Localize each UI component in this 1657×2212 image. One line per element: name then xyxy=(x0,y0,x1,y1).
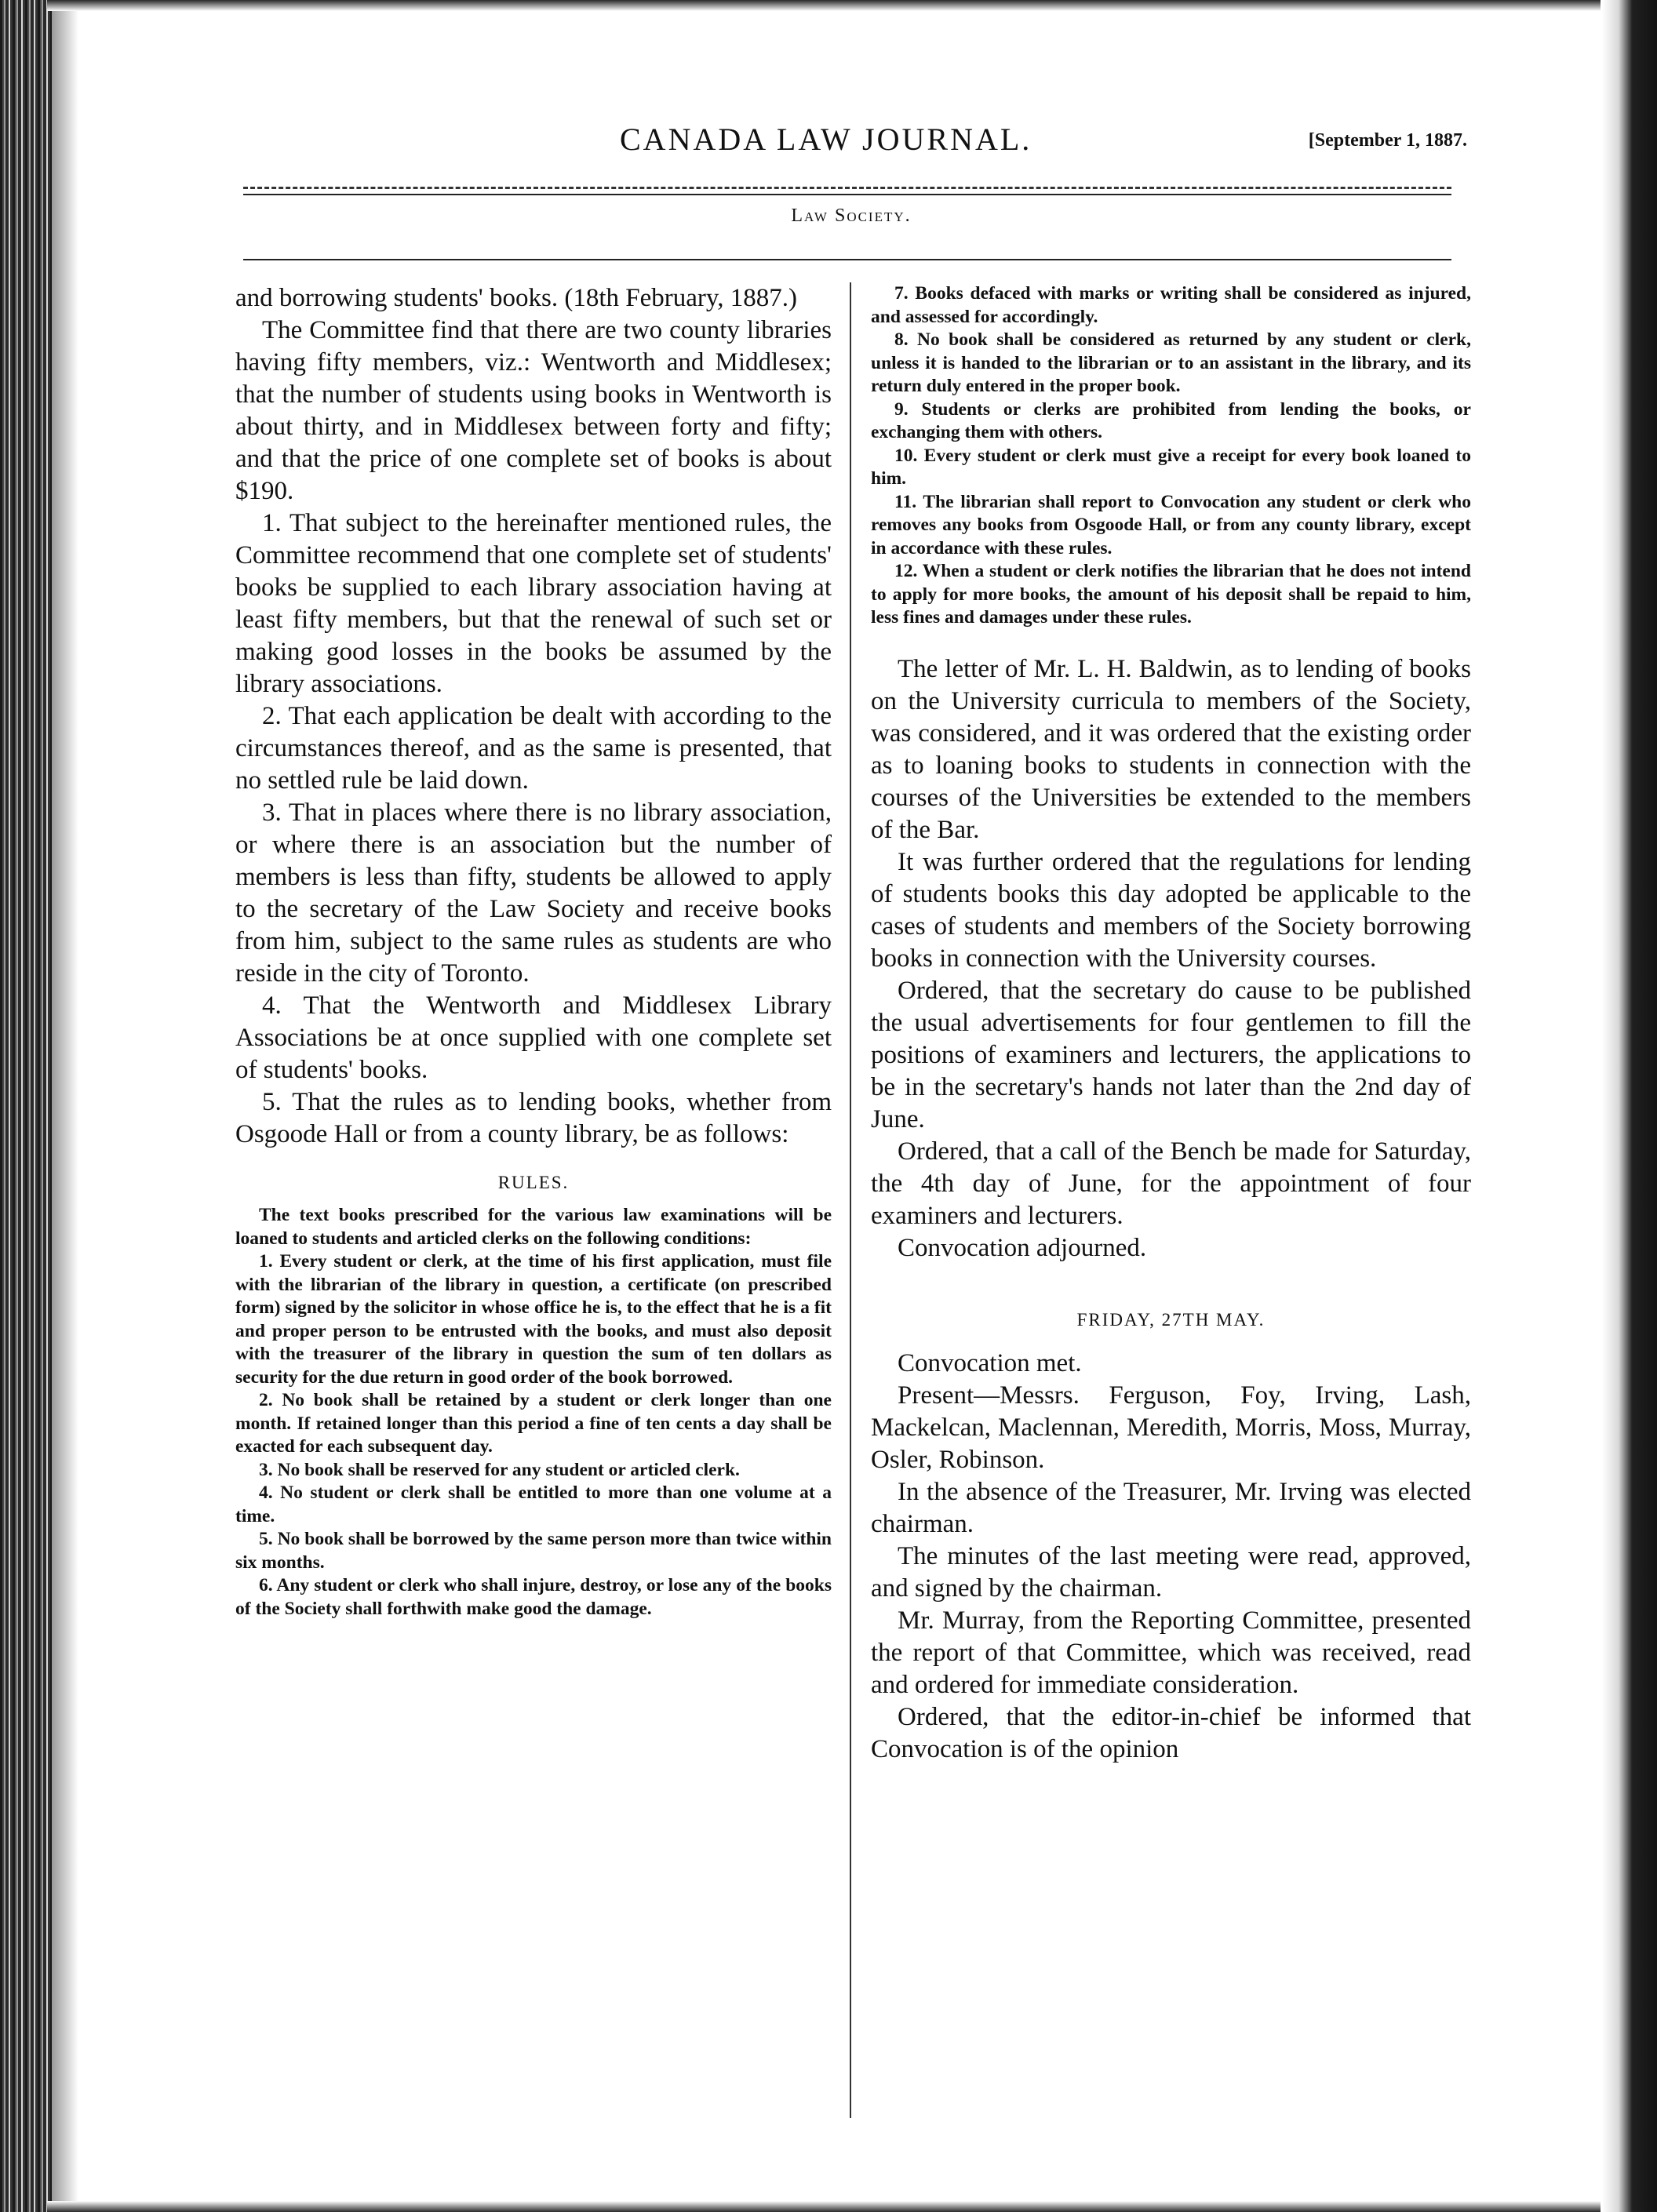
body-paragraph: In the absence of the Treasurer, Mr. Irving was elected chairman. xyxy=(871,1477,1471,1538)
body-paragraph: The minutes of the last meeting were read, approved, and signed by the chairman. xyxy=(871,1541,1471,1603)
running-header xyxy=(235,118,1467,173)
body-paragraph: and borrowing students' books. (18th February, 1887.) xyxy=(235,284,797,312)
section-heading: Law Society. xyxy=(791,206,912,226)
body-paragraph: Mr. Murray, from the Reporting Committee, presented the report of that Committee, which was received, read and ordered for immediate consideration. xyxy=(871,1606,1471,1699)
rules-heading: RULES. xyxy=(497,1173,570,1192)
header-rule-top-inner xyxy=(243,194,1451,195)
body-paragraph: 1. That subject to the hereinafter mentioned rules, the Committee recommend that one complete set of students' books be supplied to each library association having at least fifty members, but that the renewal of such set or making good losses in the books be assumed by the library associations. xyxy=(235,509,832,698)
rule-item: 10. Every student or clerk must give a receipt for every book loaned to him. xyxy=(871,445,1471,489)
scan-edge-top xyxy=(47,0,1601,11)
body-paragraph: 3. That in places where there is no library association, or where there is an association but the number of members is less than fifty, students be allowed to apply to the secretary of the Law Society and receive books from him, subject to the same rules as students are who reside in the city of Toronto. xyxy=(235,799,832,988)
body-paragraph: Ordered, that the editor-in-chief be informed that Convocation is of the opinion xyxy=(871,1702,1471,1763)
committee-report xyxy=(235,282,832,1151)
scan-edge-right xyxy=(1602,0,1657,2212)
body-paragraph: 5. That the rules as to lending books, whether from Osgoode Hall or from a county library, be as follows: xyxy=(235,1088,832,1148)
body-paragraph: 4. That the Wentworth and Middlesex Library Associations be at once supplied with one complete set of students' books. xyxy=(235,991,832,1084)
convocation-minutes xyxy=(871,653,1471,1264)
body-paragraph: It was further ordered that the regulations for lending of students books this day adopted be applicable to the cases of students and members of the Society borrowing books in connection with the University courses. xyxy=(871,847,1471,973)
body-paragraph: The letter of Mr. L. H. Baldwin, as to lending of books on the University curricula to members of the Society, was considered, and it was ordered that the existing order as to loaning books to students in connection with the courses of the Universities be extended to the members of the Bar. xyxy=(871,654,1471,844)
right-column xyxy=(871,282,1471,1766)
rules-list xyxy=(235,1204,832,1621)
rule-item: 11. The librarian shall report to Convocation any student or clerk who removes any books from Osgoode Hall, or from any county library, except in accordance with these rules. xyxy=(871,491,1471,558)
header-rule-top xyxy=(243,187,1451,189)
rule-item: 4. No student or clerk shall be entitled to more than one volume at a time. xyxy=(235,1483,832,1526)
rule-item: 12. When a student or clerk notifies the librarian that he does not intend to apply for more books, the amount of his deposit shall be repaid to him, less fines and damages under these rules. xyxy=(871,561,1471,628)
body-paragraph: Convocation met. xyxy=(898,1348,1082,1377)
body-paragraph: Convocation adjourned. xyxy=(898,1233,1147,1262)
header-rule-bottom xyxy=(243,259,1451,260)
rule-item: 5. No book shall be borrowed by the same person more than twice within six months. xyxy=(235,1529,832,1573)
column-divider xyxy=(850,282,851,2118)
left-column xyxy=(235,282,832,1621)
scan-shadow-left xyxy=(52,0,78,2212)
issue-date: [September 1, 1887. xyxy=(1308,130,1467,151)
journal-title: CANADA LAW JOURNAL. xyxy=(620,122,1032,157)
body-paragraph: Ordered, that the secretary do cause to be published the usual advertisements for four gentlemen to fill the positions of examiners and lecturers, the applications to be in the secretary's hands not later than the 2nd day of June. xyxy=(871,976,1471,1133)
rule-item: 8. No book shall be considered as returned by any student or clerk, unless it is handed to the librarian or to an assistant in the library, and its return duly entered in the proper book. xyxy=(871,329,1471,396)
friday-minutes xyxy=(871,1348,1471,1766)
rule-item: 1. Every student or clerk, at the time of his first application, must file with the librarian of the library in question, a certificate (on prescribed form) signed by the solicitor in whose office he is, to the effect that he is a fit and proper person to be entrusted with the books, and must also deposit with the treasurer of the library in question the sum of ten dollars as security for the due return in good order of the book borrowed. xyxy=(235,1251,832,1388)
body-paragraph: Ordered, that a call of the Bench be made for Saturday, the 4th day of June, for the appointment of four examiners and lecturers. xyxy=(871,1137,1471,1230)
rule-item: 2. No book shall be retained by a student or clerk longer than one month. If retained longer than this period a fine of ten cents a day shall be exacted for each subsequent day. xyxy=(235,1390,832,1457)
rule-item: 6. Any student or clerk who shall injure, destroy, or lose any of the books of the Society shall forthwith make good the damage. xyxy=(235,1575,832,1619)
rule-item: 3. No book shall be reserved for any student or articled clerk. xyxy=(259,1459,740,1480)
body-paragraph: Present—Messrs. Ferguson, Foy, Irving, Lash, Mackelcan, Maclennan, Meredith, Morris, Moss, Murray, Osler, Robinson. xyxy=(871,1381,1471,1474)
rule-item: The text books prescribed for the various law examinations will be loaned to students and articled clerks on the following conditions: xyxy=(235,1205,832,1249)
friday-heading: FRIDAY, 27TH MAY. xyxy=(1076,1309,1266,1330)
scan-edge-bottom xyxy=(47,2201,1601,2212)
spacer xyxy=(871,630,1471,653)
scan-binding-edge-left xyxy=(0,0,52,2212)
body-paragraph: 2. That each application be dealt with according to the circumstances thereof, and as the same is presented, that no settled rule be laid down. xyxy=(235,702,832,795)
body-paragraph: The Committee find that there are two county libraries having fifty members, viz.: Wentworth and Middlesex; that the number of students using books in Wentworth is about thirty, and in Middlesex between forty and fifty; and that the price of one complete set of books is about $190. xyxy=(235,316,832,505)
rule-item: 9. Students or clerks are prohibited from lending the books, or exchanging them with others. xyxy=(871,398,1471,442)
rule-item: 7. Books defaced with marks or writing shall be considered as injured, and assessed for accordingly. xyxy=(871,283,1471,327)
rules-list-continued xyxy=(871,282,1471,630)
